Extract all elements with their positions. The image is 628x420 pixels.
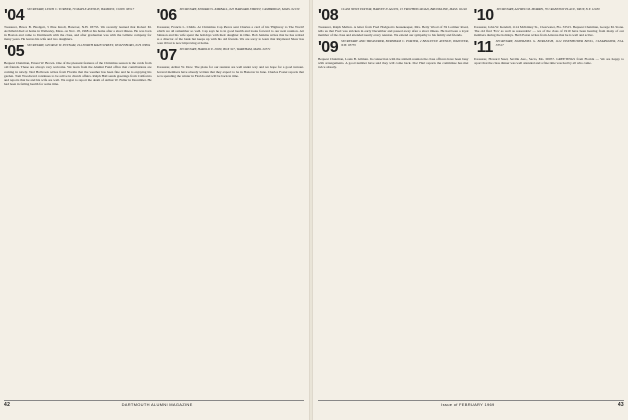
left-column-2 xyxy=(157,8,305,394)
class-notes: Treasurer, Arthur W. Dow. The plans for our reunion are well under way and we hope for a good turnout. Several members have already written that they expect to be in Hanover in June. Charles Foster reports that he is spending the winter in Florida and will be back in time. xyxy=(156,65,304,78)
right-column-1 xyxy=(318,8,469,394)
class-notes: Bequest Chairman, Louis B. Gilman. In connection with the sixtieth reunion the class officers have been busy with arrangements. A good number have said they will come back. Doc Hart reports the committee has met twice already. xyxy=(318,57,469,70)
class-notes: Treasurer, Francis L. Childs. At Christmas Cap Pierce sent Charles a card of his 'Highway to The World' which we all remember so well. Cap says he is in good health and looks forward to our next reunion. Art Johnson and his wife spent the holidays with their daughter in Ohio. Bob Jenkins writes that he has retired as a director of the bank but keeps up with his old friends. We are sorry to learn that Raymond Shaw has been ill but is now improving at home. xyxy=(156,25,304,46)
class-entry xyxy=(474,8,625,37)
page-footer xyxy=(4,400,304,406)
class-year: '08 xyxy=(318,8,339,24)
class-entry xyxy=(4,44,152,86)
left-page xyxy=(4,8,304,406)
class-notes: Treasurer, Howard Steel, Seville Ave., Sacto, Mo. 00057. GREETINGS from Florida — We are happy to report that the class dinner was well attended and a fine time was had by all who came. xyxy=(473,57,624,66)
class-year: '07 xyxy=(156,47,177,65)
class-officers: SECRETARY, GEORGE W. PUTNAM, 194 NORTH MAIN STREET, WOLFEBORO, N.H. 03894 xyxy=(27,43,151,48)
class-notes: Treasurer, Bruce B. Blodgett, 5 Pine Knoll, Hanover, N.H. 03755. We recently learned that Robert M. Archibald died at home in Wellesley, Mass. on Nov. 18, 1968 at his home after a short illness. He was born in Boston and came to Dartmouth with the class, and after graduation was with the Gillette company for many years. He leaves his wife and two daughters. xyxy=(4,25,152,42)
right-columns xyxy=(318,8,624,394)
class-entry xyxy=(157,48,305,77)
class-year: '04 xyxy=(4,8,25,24)
class-year: '05 xyxy=(4,43,25,61)
class-notes: Bequest Chairman, Ernest W. Brown. One of the pleasant features of the Christmas season is the cards from old friends. These are always very welcome. We learn from the Alumni Fund office that contributions are coming in nicely. Ned Holbrook writes from Florida that the weather has been fine and he is enjoying his garden. Tom Woodward continues to be active in church affairs. Ralph Hall sends greetings from California and reports that he and his wife are well. We regret to report the death of Arthur W. Fuller in December. He had been in failing health for some time. xyxy=(4,61,152,86)
class-entry xyxy=(318,40,469,69)
class-officers: SECRETARY, HAROLD E. DOW, BOX 327, WAREHAM, MASS. 02571 xyxy=(179,47,271,52)
class-year: '09 xyxy=(318,39,339,57)
magazine-title: DARTMOUTH ALUMNI MAGAZINE xyxy=(121,402,193,406)
class-entry xyxy=(157,8,305,45)
page-footer xyxy=(318,400,624,406)
class-entry xyxy=(474,40,625,65)
class-officers: CLASS NEWS EDITOR, HARVEY P. ALLEN, 15 FROTHING ROAD, BROOKLINE, MASS. 02146 xyxy=(341,8,467,11)
page-gutter xyxy=(309,0,313,420)
left-columns xyxy=(4,8,304,394)
class-year: '06 xyxy=(156,8,177,24)
class-officers: SECRETARY, NATHANIEL G. BURLEIGH, 1122 EISENHOWER BLVD., CLEARWATER, FLA. 33517 xyxy=(495,39,624,48)
right-column-2 xyxy=(474,8,625,394)
class-officers: SECRETARY, LEWIS C. TURNER, 79 MAPLE AVENUE, HAMDEN, CONN. 06517 xyxy=(27,8,135,11)
class-entry xyxy=(318,8,469,37)
right-page xyxy=(318,8,624,406)
page-number: 42 xyxy=(4,402,11,406)
page-number: 43 xyxy=(617,402,624,406)
class-officers: SECRETARY AND TREASURER, BURNHAM C. PORTER, 2 BELLEVUE AVENUE, HANOVER, N.H. 03755 xyxy=(341,39,469,48)
class-year: '10 xyxy=(473,8,494,24)
class-notes: Treasurer, John W. Kendall, 1114 McKinley St., Clearwater, Fla. 33515. Bequest Chairman, George M. Stone. 'The old find 'Fox' as well as reasonable' — we of the class of 1910 have been hearing from many of our members during the holidays. Herb Eaton writes from Arizona that he is well and active. xyxy=(473,25,624,38)
issue-date: Issue of FEBRUARY 1969 xyxy=(441,402,495,406)
class-entry xyxy=(4,8,152,41)
class-year: '11 xyxy=(473,39,493,57)
class-notes: Treasurer, Ralph Mellon. A letter from Fred Hodgson's housekeeper, Mrs. Betty Wood of 59 Lorimer Road, tells us that Fred was stricken in early December and passed away after a short illness. He had been a loyal member of the class and attended nearly every reunion. We extend our sympathy to his family and friends. xyxy=(318,25,469,38)
left-column-1 xyxy=(4,8,152,394)
class-officers: SECRETARY, EDWARD S. KIMBALL, 625 HARVARD STREET, CAMBRIDGE, MASS. 02139 xyxy=(179,8,300,11)
class-officers: SECRETARY, ALFRED M. MORRIS, 70 CRANSTON PLACE, TROY, N.Y. 12180 xyxy=(496,8,600,11)
